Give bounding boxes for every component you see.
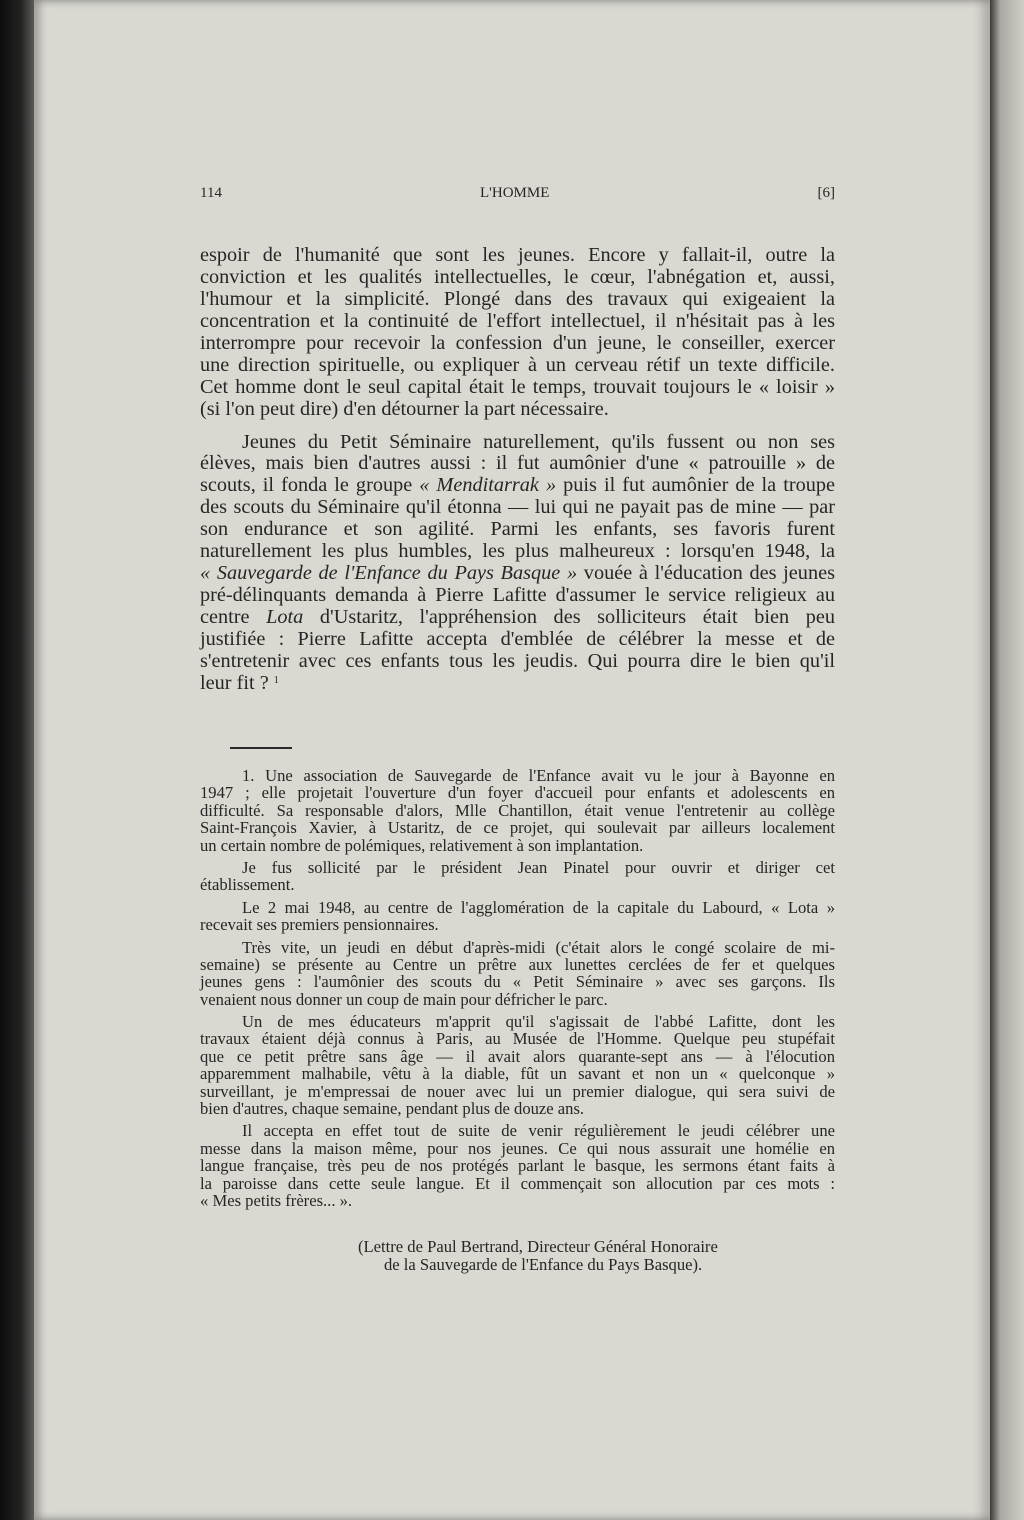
text: d'Ustaritz, l'appréhension des solliciteurs était bien peu bbox=[303, 606, 836, 628]
text-line bbox=[200, 541, 835, 563]
text-line bbox=[200, 333, 835, 355]
text-line bbox=[200, 673, 835, 695]
italic-text: « Sauvegarde de l'Enfance du Pays Basque » bbox=[200, 562, 578, 585]
text: espoir de l'humanité que sont les jeunes. Encore y fallait-il, outre la bbox=[200, 244, 835, 266]
footnotes bbox=[200, 767, 835, 1214]
text-line bbox=[200, 837, 835, 854]
text: son endurance et son agilité. Parmi les enfants, ses favoris furent bbox=[200, 518, 835, 541]
text-line bbox=[200, 1100, 835, 1117]
text-line bbox=[200, 1083, 835, 1100]
text: puis il fut aumônier de la troupe bbox=[556, 474, 836, 497]
text-line bbox=[200, 1048, 835, 1065]
text-line bbox=[200, 916, 835, 933]
text: élèves, mais bien d'autres aussi : il fut aumônier d'une « patrouille » de bbox=[200, 452, 835, 475]
text: venaient nous donner un coup de main pour défricher le parc. bbox=[200, 989, 608, 1009]
paragraph bbox=[200, 432, 835, 695]
text-line bbox=[200, 629, 835, 651]
text-line bbox=[200, 1065, 835, 1082]
text: (si l'on peut dire) d'en détourner la part nécessaire. bbox=[200, 397, 609, 420]
paragraph bbox=[200, 899, 835, 934]
journal-title: L'HOMME bbox=[480, 185, 550, 201]
text-line bbox=[200, 563, 835, 585]
text: Très vite, un jeudi en début d'après-midi (c'était alors le congé scolaire de mi- bbox=[242, 937, 835, 957]
next-page-edge bbox=[990, 0, 1024, 1520]
text: messe dans la maison même, pour nos jeunes. Ce qui nous assurait une homélie en bbox=[200, 1138, 835, 1158]
text: Le 2 mai 1948, au centre de l'agglomération de la capitale du Labourd, « Lota » bbox=[242, 897, 835, 917]
text-line bbox=[200, 1157, 835, 1174]
document-page bbox=[34, 0, 990, 1520]
text-line bbox=[200, 1140, 835, 1157]
text-line bbox=[200, 607, 835, 629]
text-line bbox=[200, 1030, 835, 1047]
text: bien d'autres, chaque semaine, pendant plus de douze ans. bbox=[200, 1099, 585, 1119]
text-line bbox=[200, 939, 835, 956]
text-line bbox=[200, 1013, 835, 1030]
text: « Mes petits frères... ». bbox=[200, 1190, 353, 1210]
paragraph bbox=[200, 859, 835, 894]
text: Saint-François Xavier, à Ustaritz, de ce projet, qui soulevait par ailleurs localement bbox=[200, 818, 835, 838]
attribution-line-2: de la Sauvegarde de l'Enfance du Pays Basque). bbox=[384, 1255, 703, 1274]
text-line bbox=[200, 519, 835, 541]
text: semaine) se présente au Centre un prêtre aux lunettes cerclées de fer et quelques bbox=[200, 954, 835, 974]
text: apparemment malhabile, vêtu à la diable, fût un savant et non un « quelconque » bbox=[200, 1064, 835, 1084]
paragraph bbox=[200, 767, 835, 854]
text: la paroisse dans cette seule langue. Et il commençait son allocution par ces mots : bbox=[200, 1173, 835, 1193]
text: 1. Une association de Sauvegarde de l'Enfance avait vu le jour à Bayonne en bbox=[242, 766, 835, 785]
paragraph bbox=[200, 1013, 835, 1117]
paragraph bbox=[200, 245, 835, 421]
text: difficulté. Sa responsable d'alors, Mlle Chantillon, était venue l'entretenir au collège bbox=[200, 800, 835, 820]
section-number: [6] bbox=[817, 185, 835, 201]
attribution-line-1: (Lettre de Paul Bertrand, Directeur Général Honoraire bbox=[358, 1237, 718, 1256]
text-line bbox=[200, 973, 835, 990]
text: 1947 ; elle projetait l'ouverture d'un foyer d'accueil pour enfants et adolescents en bbox=[200, 783, 835, 803]
footnote-reference: 1 bbox=[273, 674, 279, 686]
text-line bbox=[200, 267, 835, 289]
italic-text: « Menditarrak » bbox=[419, 474, 557, 497]
text-line bbox=[200, 497, 835, 519]
text-line bbox=[200, 876, 835, 893]
text-line bbox=[200, 399, 835, 421]
text: s'entretenir avec ces enfants tous les jeudis. Qui pourra dire le bien qu'il bbox=[200, 649, 835, 672]
text-line bbox=[200, 859, 835, 876]
text: justifiée : Pierre Lafitte accepta d'emblée de célébrer la messe et de bbox=[200, 627, 835, 650]
text-line bbox=[200, 651, 835, 673]
text-line bbox=[200, 1175, 835, 1192]
text: des scouts du Séminaire qu'il étonna — lui qui ne payait pas de mine — par bbox=[200, 496, 835, 519]
text-line bbox=[200, 355, 835, 377]
text: concentration et la continuité de l'effort intellectuel, il n'hésitait pas à les bbox=[200, 309, 835, 332]
text-line bbox=[200, 991, 835, 1008]
text: naturellement les plus humbles, les plus malheureux : lorsqu'en 1948, la bbox=[200, 540, 835, 563]
footnote-attribution bbox=[200, 1238, 835, 1274]
text-line bbox=[200, 956, 835, 973]
text: langue française, très peu de nos protégés parlant le basque, les sermons étant faits à bbox=[200, 1156, 835, 1176]
text-line bbox=[200, 1122, 835, 1139]
text-line bbox=[200, 453, 835, 475]
text: que ce petit prêtre sans âge — il avait alors quarante-sept ans — à l'élocution bbox=[200, 1046, 835, 1066]
text: centre bbox=[200, 606, 267, 628]
italic-text: Lota bbox=[266, 606, 304, 628]
text-line bbox=[200, 899, 835, 916]
text: conviction et les qualités intellectuelles, le cœur, l'abnégation et, aussi, bbox=[200, 265, 835, 288]
scan-border-left bbox=[0, 0, 34, 1520]
text: Un de mes éducateurs m'apprit qu'il s'agissait de l'abbé Lafitte, dont les bbox=[242, 1012, 835, 1032]
text: surveillant, je m'empressai de nouer avec lui un premier dialogue, qui sera suivi de bbox=[200, 1081, 835, 1101]
text: jeunes gens : l'aumônier des scouts du « Petit Séminaire » avec ses garçons. Ils bbox=[200, 972, 835, 992]
text-line bbox=[200, 819, 835, 836]
text: recevait ses premiers pensionnaires. bbox=[200, 915, 439, 935]
paragraph bbox=[200, 939, 835, 1009]
text: vouée à l'éducation des jeunes bbox=[577, 562, 835, 585]
text-line bbox=[200, 377, 835, 399]
footnote-separator bbox=[230, 747, 292, 749]
text-line bbox=[200, 432, 835, 454]
text: l'humour et la simplicité. Plongé dans des travaux qui exigeaient la bbox=[200, 287, 835, 310]
text: Jeunes du Petit Séminaire naturellement, qu'ils fussent ou non ses bbox=[242, 430, 835, 453]
text: Il accepta en effet tout de suite de venir régulièrement le jeudi célébrer une bbox=[242, 1121, 835, 1141]
running-header bbox=[200, 185, 835, 205]
text: Cet homme dont le seul capital était le temps, trouvait toujours le « loisir » bbox=[200, 375, 835, 398]
text-line bbox=[200, 1192, 835, 1209]
text: interrompre pour recevoir la confession d'un jeune, le conseiller, exercer bbox=[200, 331, 835, 354]
text: pré-délinquants demanda à Pierre Lafitte d'assumer le service religieux au bbox=[200, 584, 835, 607]
text: scouts, il fonda le groupe bbox=[200, 474, 420, 497]
text-line bbox=[200, 311, 835, 333]
text-line bbox=[200, 475, 835, 497]
text-line bbox=[200, 767, 835, 784]
text-line bbox=[200, 585, 835, 607]
text: leur fit ? bbox=[200, 671, 274, 694]
text-line bbox=[200, 245, 835, 267]
text-line bbox=[200, 289, 835, 311]
text: un certain nombre de polémiques, relativement à son implantation. bbox=[200, 835, 644, 855]
text: Je fus sollicité par le président Jean Pinatel pour ouvrir et diriger cet bbox=[242, 857, 835, 877]
paragraph bbox=[200, 1122, 835, 1209]
main-text bbox=[200, 245, 835, 706]
text: une direction spirituelle, ou expliquer à un cerveau rétif un texte difficile. bbox=[200, 353, 835, 376]
text-line bbox=[200, 784, 835, 801]
page-number: 114 bbox=[200, 185, 222, 201]
text-line bbox=[200, 802, 835, 819]
text: travaux étaient déjà connus à Paris, au Musée de l'Homme. Quelque peu stupéfait bbox=[200, 1029, 835, 1049]
text: établissement. bbox=[200, 875, 295, 895]
